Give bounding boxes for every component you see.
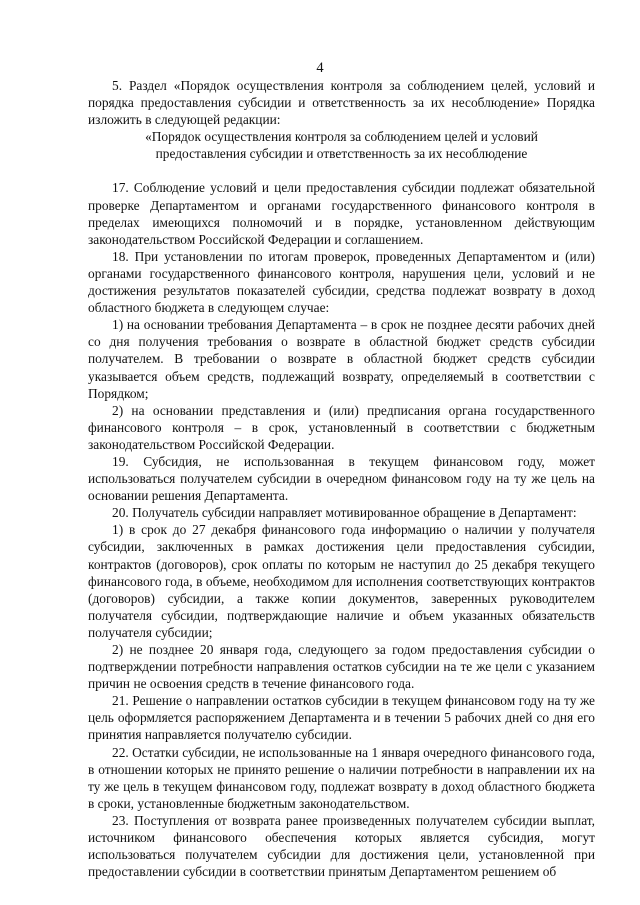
page-number: 4 <box>316 60 324 76</box>
document-body <box>88 77 595 880</box>
paragraph-23: 23. Поступления от возврата ранее произведенных получателем субсидии выплат, источником финансового обеспечения которых является субсидия, могут использоваться получателем субсидии для достижения цели, установленной при предоставлении субсидии в соответствии принятым Департаментом решением об <box>88 812 595 880</box>
blank-line <box>88 162 595 179</box>
paragraph-22: 22. Остатки субсидии, не использованные на 1 января очередного финансового года, в отношении которых не принято решение о наличии потребности в направлении их на ту же цель в текущем финансовом году, подлежат возврату в доход областного бюджета в сроки, установленные бюджетным законодательством. <box>88 744 595 811</box>
paragraph-20: 20. Получатель субсидии направляет мотивированное обращение в Департамент: <box>112 505 577 521</box>
paragraph-18: 18. При установлении по итогам проверок, проведенных Департаментом и (или) органами государственного финансового контроля, нарушения цели, условий и не достижения результатов показателей субсидии, средства подлежат возврату в доход областного бюджета в следующем случае: <box>88 248 595 316</box>
section-heading: «Порядок осуществления контроля за соблюдением целей и условий предоставления субсидии и ответственность за их несоблюдение <box>145 129 538 162</box>
paragraph-20-item-1: 1) в срок до 27 декабря финансового года информацию о наличии у получателя субсидии, заключенных в рамках достижения цели предоставления субсидии, контрактов (договоров), срок оплаты по которым не наступил до 25 декабря текущего финансового года, в объеме, необходимом для исполнения соответствующих контрактов (договоров) субсидии, а также копии документов, заверенных руководителем получателя субсидии, подтверждающие наличие и объем указанных обязательств получателя субсидии; <box>88 522 595 640</box>
paragraph-17: 17. Соблюдение условий и цели предоставления субсидии подлежат обязательной проверке Департаментом и органами государственного финансового контроля в пределах имеющихся полномочий и в порядке, установленном действующим законодательством Российской Федерации и соглашением. <box>88 180 595 247</box>
paragraph-20-item-2: 2) не позднее 20 января года, следующего за годом предоставления субсидии о подтверждении потребности направления остатков субсидии на те же цели с указанием причин не освоения средств в течение финансового года. <box>88 642 595 692</box>
paragraph-18-item-2: 2) на основании представления и (или) предписания органа государственного финансового контроля – в срок, установленный в соответствии с бюджетным законодательством Российской Федерации. <box>88 402 595 452</box>
paragraph-21: 21. Решение о направлении остатков субсидии в текущем финансовом году на ту же цель оформляется распоряжением Департамента и в течении 5 рабочих дней со дня его принятия направляется получателю субсидии. <box>88 693 595 743</box>
paragraph-19: 19. Субсидия, не использованная в текущем финансовом году, может использоваться получателем субсидии в очередном финансовом году на ту же цель на основании решения Департамента. <box>88 453 595 504</box>
paragraph-5-section-amendment: 5. Раздел «Порядок осуществления контроля за соблюдением целей, условий и порядка предоставления субсидии и ответственность за их несоблюдение» Порядка изложить в следующей редакции: <box>88 78 595 128</box>
paragraph-18-item-1: 1) на основании требования Департамента – в срок не позднее десяти рабочих дней со дня получения требования о возврате в областной бюджет средств субсидии получателем. В требовании о возврате в областной бюджет средств субсидии указывается объем средств, подлежащий возврату, определяемый в соответствии с Порядком; <box>88 317 595 401</box>
